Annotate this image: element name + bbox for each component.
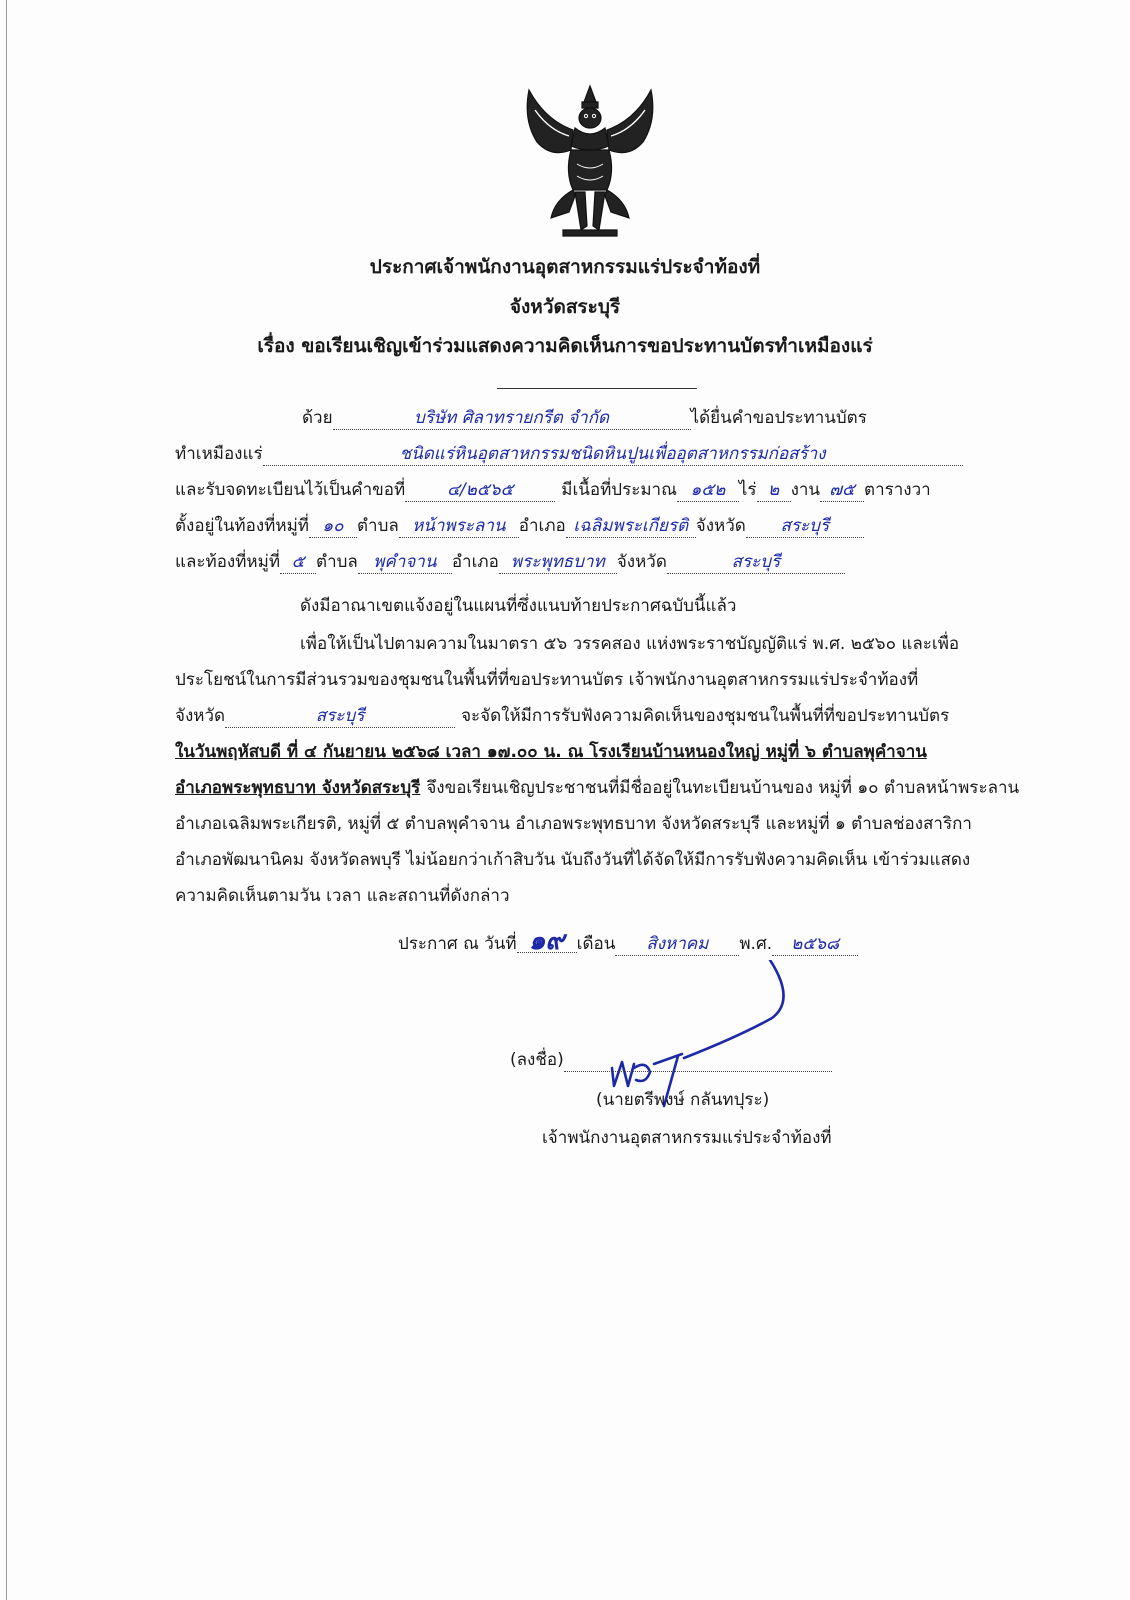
signer-name: (นายตรีพงษ์ กลันทปุระ) [596, 1090, 770, 1110]
para1-line2 [175, 442, 963, 466]
para1-line4 [175, 514, 864, 538]
label-month: เดือน [576, 934, 616, 954]
para1-line1 [302, 406, 867, 430]
moo-2: ๕ [280, 551, 316, 574]
signature-blank [564, 1049, 832, 1072]
tambon-1: หน้าพระลาน [399, 515, 519, 538]
amphoe-1: เฉลิมพระเกียรติ [566, 515, 696, 538]
hearing-district: อำเภอพระพุทธบาท จังหวัดสระบุรี [175, 778, 421, 798]
para3-line3 [175, 704, 949, 728]
label-year: พ.ศ. [739, 934, 773, 954]
para3-line3-rest: จะจัดให้มีการรับฟังความคิดเห็นของชุมชนในพื้นที่ที่ขอประทานบัตร [461, 706, 950, 726]
moo-1: ๑๐ [309, 515, 357, 538]
para1-line5 [175, 550, 845, 574]
province-3: สระบุรี [225, 705, 455, 728]
para3-line1: เพื่อให้เป็นไปตามความในมาตรา ๕๖ วรรคสอง แห่งพระราชบัญญัติแร่ พ.ศ. ๒๕๖๐ และเพื่อ [300, 634, 960, 654]
area-rai: ๑๕๒ [677, 479, 739, 502]
label-tambon-1: ตำบล [356, 516, 399, 536]
company-name: บริษัท ศิลาทรายกรีต จำกัด [333, 407, 691, 430]
hearing-datetime-location: ในวันพฤหัสบดี ที่ ๔ กันยายน ๒๕๖๘ เวลา ๑๗.๐๐ น. ณ โรงเรียนบ้านหนองใหญ่ หมู่ที่ ๖ ตำบลพุคำจาน [175, 742, 927, 762]
label-request-no: และรับจดทะเบียนไว้เป็นคำขอที่ [175, 480, 406, 500]
area-ngan: ๒ [757, 479, 791, 502]
date-year: ๒๕๖๘ [772, 933, 858, 956]
province-2: สระบุรี [667, 551, 845, 574]
label-province-3: จังหวัด [175, 706, 226, 726]
label-tambon-2: ตำบล [316, 552, 358, 572]
label-mining: ทำเหมืองแร่ [175, 444, 263, 464]
title-line-3: เรื่อง ขอเรียนเชิญเข้าร่วมแสดงความคิดเห็นการขอประทานบัตรทำเหมืองแร่ [257, 335, 873, 357]
label-amphoe-1: อำเภอ [518, 516, 566, 536]
date-day: ๑๙ [517, 930, 577, 953]
scan-edge-line [6, 0, 7, 1600]
label-ngan: งาน [790, 480, 821, 500]
amphoe-2: พระพุทธบาท [499, 551, 617, 574]
area-wa: ๗๕ [820, 479, 864, 502]
garuda-emblem [515, 80, 665, 242]
mineral-type: ชนิดแร่หินอุตสาหกรรมชนิดหินปูนเพื่ออุตสาหกรรมก่อสร้าง [263, 443, 963, 466]
label-announced-on: ประกาศ ณ วันที่ [398, 934, 517, 954]
sign-line [510, 1048, 832, 1072]
para3-line2: ประโยชน์ในการมีส่วนรวมของชุมชนในพื้นที่ที่ขอประทานบัตร เจ้าพนักงานอุตสาหกรรมแร่ประจำท้องที่ [175, 670, 919, 690]
province-1: สระบุรี [746, 515, 864, 538]
label-and-moo: และท้องที่หมู่ที่ [175, 552, 281, 572]
label-area: มีเนื้อที่ประมาณ [561, 480, 677, 500]
label-submitted: ได้ยื่นคำขอประทานบัตร [690, 408, 867, 428]
para3-line7: อำเภอพัฒนานิคม จังหวัดลพบุรี ไม่น้อยกว่าเก้าสิบวัน นับถึงวันที่ได้จัดให้มีการรับฟังความคิดเห็น เข้าร่วมแสดง [175, 850, 971, 870]
title-line-1: ประกาศเจ้าพนักงานอุตสาหกรรมแร่ประจำท้องที่ [369, 256, 761, 278]
label-wa: ตารางวา [864, 480, 931, 500]
label-located-moo: ตั้งอยู่ในท้องที่หมู่ที่ [175, 516, 309, 536]
title-divider [497, 388, 697, 389]
para1-line3 [175, 478, 931, 502]
signer-position: เจ้าพนักงานอุตสาหกรรมแร่ประจำท้องที่ [542, 1128, 832, 1148]
label-province-2: จังหวัด [616, 552, 667, 572]
dateline [398, 926, 858, 956]
tambon-2: พุคำจาน [358, 551, 452, 574]
para2-text: ดังมีอาณาเขตแจ้งอยู่ในแผนที่ซึ่งแนบท้ายประกาศฉบับนี้แล้ว [300, 596, 737, 616]
date-month: สิงหาคม [615, 933, 739, 956]
request-number: ๔/๒๕๖๕ [405, 479, 555, 502]
label-signed: (ลงชื่อ) [510, 1050, 564, 1070]
label-by: ด้วย [302, 408, 333, 428]
para3-line8: ความคิดเห็นตามวัน เวลา และสถานที่ดังกล่าว [175, 886, 510, 906]
para3-line6: อำเภอเฉลิมพระเกียรติ, หมู่ที่ ๕ ตำบลพุคำจาน อำเภอพระพุทธบาท จังหวัดสระบุรี และหมู่ที่ ๑ ตำบลช่องสาริกา [175, 814, 972, 834]
label-province-1: จังหวัด [695, 516, 746, 536]
para3-line5 [175, 776, 1019, 800]
para3-line5-rest: จึงขอเรียนเชิญประชาชนที่มีชื่ออยู่ในทะเบียนบ้านของ หมู่ที่ ๑๐ ตำบลหน้าพระลาน [426, 778, 1020, 798]
title-line-2: จังหวัดสระบุรี [509, 296, 621, 318]
label-rai: ไร่ [738, 480, 757, 500]
label-amphoe-2: อำเภอ [451, 552, 499, 572]
